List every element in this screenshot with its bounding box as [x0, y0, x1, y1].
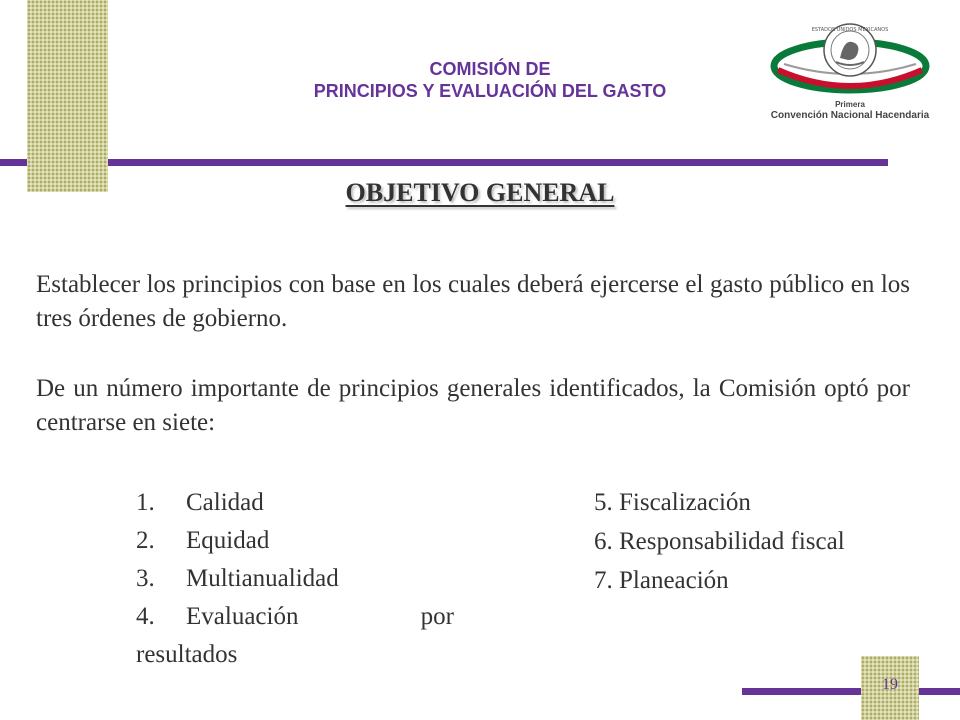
header-line-1: COMISIÓN DE [429, 59, 551, 79]
header-divider-left [0, 159, 27, 166]
list-item-number: 4. [136, 603, 155, 630]
seal-text: ESTADOS UNIDOS MEXICANOS [811, 27, 889, 33]
header-line-2: PRINCIPIOS Y EVALUACIÓN DEL GASTO [313, 81, 667, 101]
slide-title: OBJETIVO GENERAL [345, 178, 615, 207]
list-item [136, 522, 454, 560]
list-item-number: 2. [136, 527, 155, 554]
list-item-number: 3. [136, 565, 155, 592]
logo-text-convention: Convención Nacional Hacendaria [770, 110, 930, 121]
list-item-text: Calidad [186, 489, 264, 516]
convention-logo [770, 20, 930, 125]
list-item-text: Equidad [186, 527, 270, 554]
decorative-texture-block [27, 0, 108, 192]
footer-divider-left [742, 688, 861, 695]
list-item: 6. Responsabilidad fiscal [594, 528, 845, 555]
slide-header [230, 58, 750, 102]
paragraph-objective: Establecer los principios con base en los cuales deberá ejercerse el gasto público en los tres órdenes de gobierno. [36, 271, 910, 332]
header-divider [108, 159, 888, 166]
list-item-continuation: resultados [136, 641, 238, 668]
list-item: 5. Fiscalización [594, 489, 751, 516]
list-item [136, 560, 454, 598]
principles-list-right [594, 483, 924, 600]
list-item-text: Evaluación por [186, 603, 454, 630]
principles-list-left [136, 484, 454, 674]
list-item: 7. Planeación [594, 567, 729, 594]
footer-divider-right [919, 688, 960, 695]
list-item-text: Multianualidad [186, 565, 339, 592]
list-item [136, 484, 454, 522]
paragraph-principles-intro: De un número importante de principios generales identificados, la Comisión optó por centrarse en siete: [36, 375, 910, 436]
list-item-number: 1. [136, 489, 155, 516]
page-number: 19 [882, 676, 898, 693]
mexican-eagle-seal-icon [770, 20, 930, 100]
logo-text-primera: Primera [835, 100, 865, 109]
list-item [136, 598, 454, 636]
